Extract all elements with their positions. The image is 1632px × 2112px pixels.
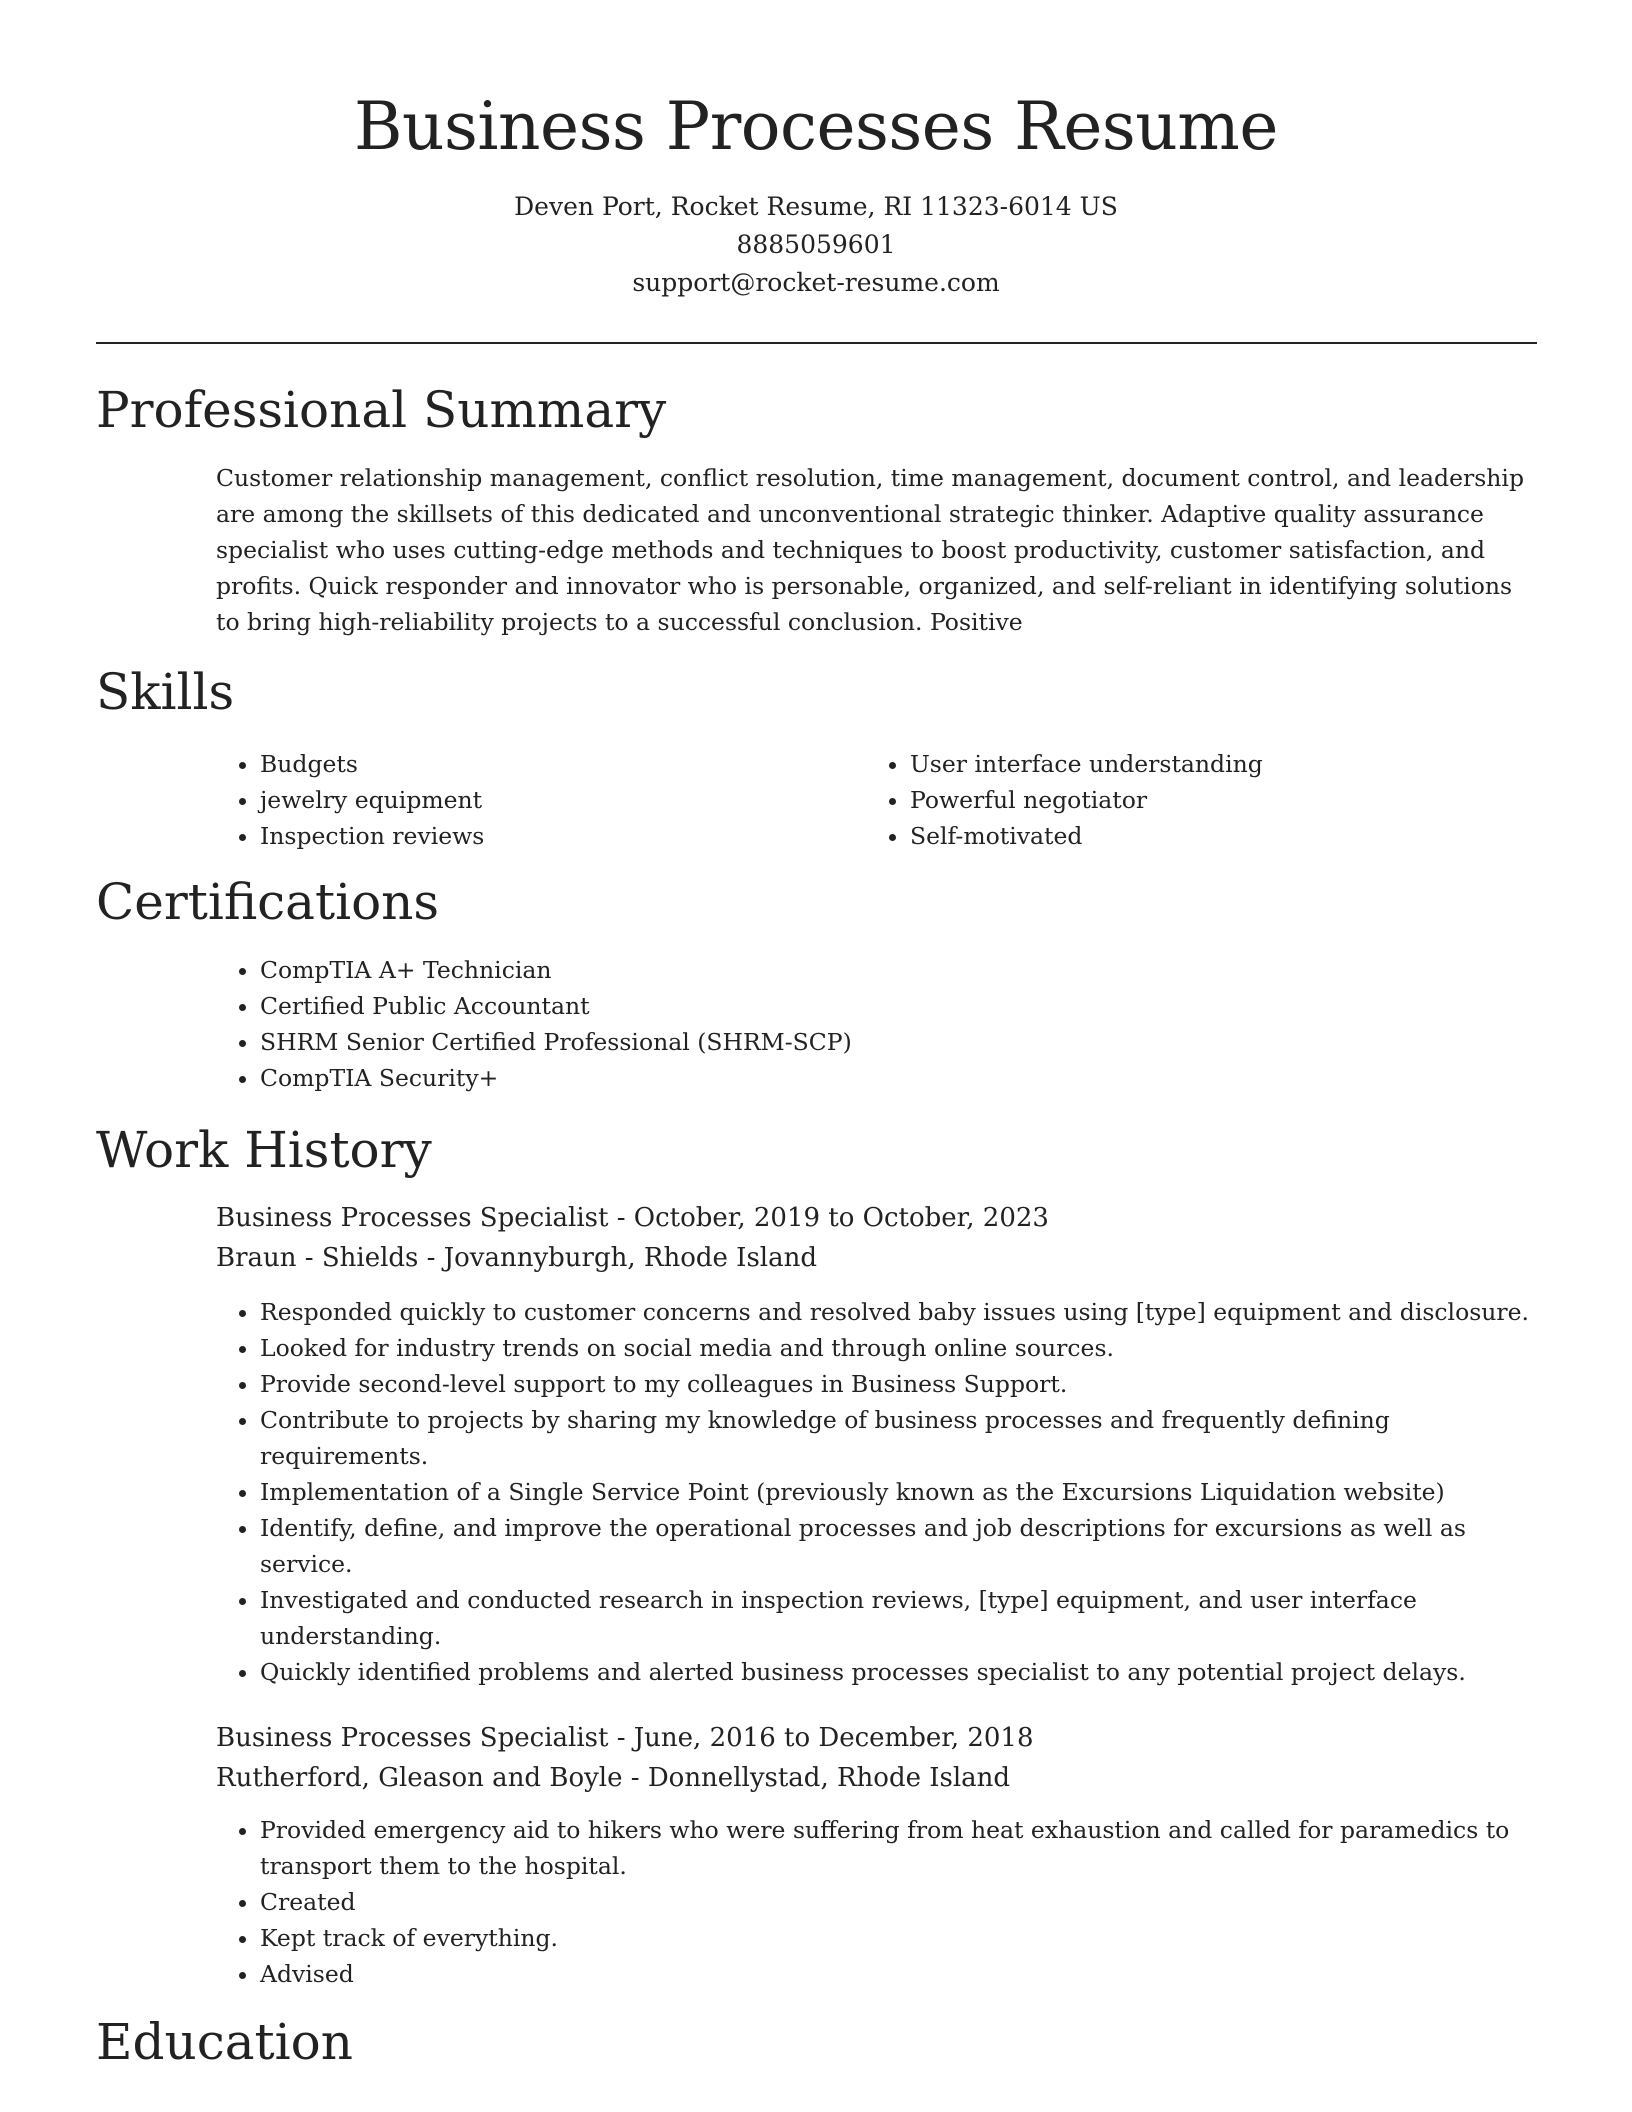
- summary-heading: Professional Summary: [96, 381, 667, 439]
- job-location: - Donnellystad, Rhode Island: [622, 1763, 1011, 1793]
- certification-item: • CompTIA Security+: [260, 1060, 1536, 1096]
- certification-item: • CompTIA A+ Technician: [260, 952, 1536, 988]
- skill-item: • Inspection reviews: [260, 818, 856, 854]
- job-bullet: • Identify, define, and improve the operational processes and job descriptions for excursions as well as service.: [260, 1510, 1536, 1582]
- contact-email: support@rocket-resume.com: [632, 268, 1000, 297]
- job-dates: - October, 2019 to October, 2023: [608, 1203, 1049, 1233]
- job-bullet: • Advised: [260, 1956, 1536, 1992]
- job-company-line: [216, 1758, 1536, 1798]
- job-dates: - June, 2016 to December, 2018: [608, 1723, 1034, 1753]
- skill-item: • jewelry equipment: [260, 782, 856, 818]
- job-title: Business Processes Specialist: [216, 1203, 609, 1233]
- job-company: Braun - Shields: [216, 1243, 419, 1273]
- work-history-heading: Work History: [96, 1121, 432, 1179]
- certification-item: • SHRM Senior Certified Professional (SHRM-SCP): [260, 1024, 1536, 1060]
- resume-header: [0, 82, 1632, 302]
- summary-text: Customer relationship management, conflict resolution, time management, document control, and leadership are among the skillsets of this dedicated and unconventional strategic thinker. Adaptive quality assurance specialist who uses cutting-edge methods and techniques to boost productivity, customer satisfaction, and profits. Quick responder and innovator who is personable, organized, and self-reliant in identifying solutions to bring high-reliability projects to a successful conclusion. Positive: [216, 464, 1524, 636]
- education-heading: Education: [96, 2013, 353, 2071]
- skill-item: • Budgets: [260, 746, 856, 782]
- header-divider: [96, 342, 1537, 344]
- skill-item: • Powerful negotiator: [910, 782, 1506, 818]
- contact-address: Deven Port, Rocket Resume, RI 11323-6014 US: [514, 192, 1118, 221]
- certification-item: • Certified Public Accountant: [260, 988, 1536, 1024]
- job-entry: [216, 1718, 1536, 1992]
- job-bullet: • Kept track of everything.: [260, 1920, 1536, 1956]
- job-bullet: • Responded quickly to customer concerns and resolved baby issues using [type] equipment and disclosure.: [260, 1294, 1536, 1330]
- job-company: Rutherford, Gleason and Boyle: [216, 1763, 623, 1793]
- job-bullet: • Investigated and conducted research in inspection reviews, [type] equipment, and user interface understanding.: [260, 1582, 1536, 1654]
- certifications-list: [216, 952, 1536, 1096]
- job-bullets: [216, 1812, 1536, 1992]
- job-company-line: [216, 1238, 1536, 1278]
- contact-phone: 8885059601: [736, 230, 896, 259]
- job-bullet: • Created: [260, 1884, 1536, 1920]
- job-bullet: • Quickly identified problems and alerted business processes specialist to any potential project delays.: [260, 1654, 1536, 1690]
- job-location: - Jovannyburgh, Rhode Island: [418, 1243, 817, 1273]
- skill-item: • Self-motivated: [910, 818, 1506, 854]
- certifications-heading: Certifications: [96, 873, 440, 931]
- job-entry: [216, 1198, 1536, 1690]
- job-bullet: • Provided emergency aid to hikers who were suffering from heat exhaustion and called for paramedics to transport them to the hospital.: [260, 1812, 1536, 1884]
- job-bullet: • Implementation of a Single Service Point (previously known as the Excursions Liquidation website): [260, 1474, 1536, 1510]
- job-title-line: [216, 1198, 1536, 1238]
- job-title: Business Processes Specialist: [216, 1723, 609, 1753]
- skills-heading: Skills: [96, 663, 235, 721]
- resume-title: Business Processes Resume: [354, 88, 1278, 165]
- skills-column-left: [216, 746, 856, 854]
- skill-item: • User interface understanding: [910, 746, 1506, 782]
- job-bullet: • Provide second-level support to my colleagues in Business Support.: [260, 1366, 1536, 1402]
- job-bullet: • Contribute to projects by sharing my knowledge of business processes and frequently defining requirements.: [260, 1402, 1536, 1474]
- skills-column-right: [866, 746, 1506, 854]
- contact-block: [0, 188, 1632, 302]
- job-title-line: [216, 1718, 1536, 1758]
- job-bullets: [216, 1294, 1536, 1690]
- job-bullet: • Looked for industry trends on social media and through online sources.: [260, 1330, 1536, 1366]
